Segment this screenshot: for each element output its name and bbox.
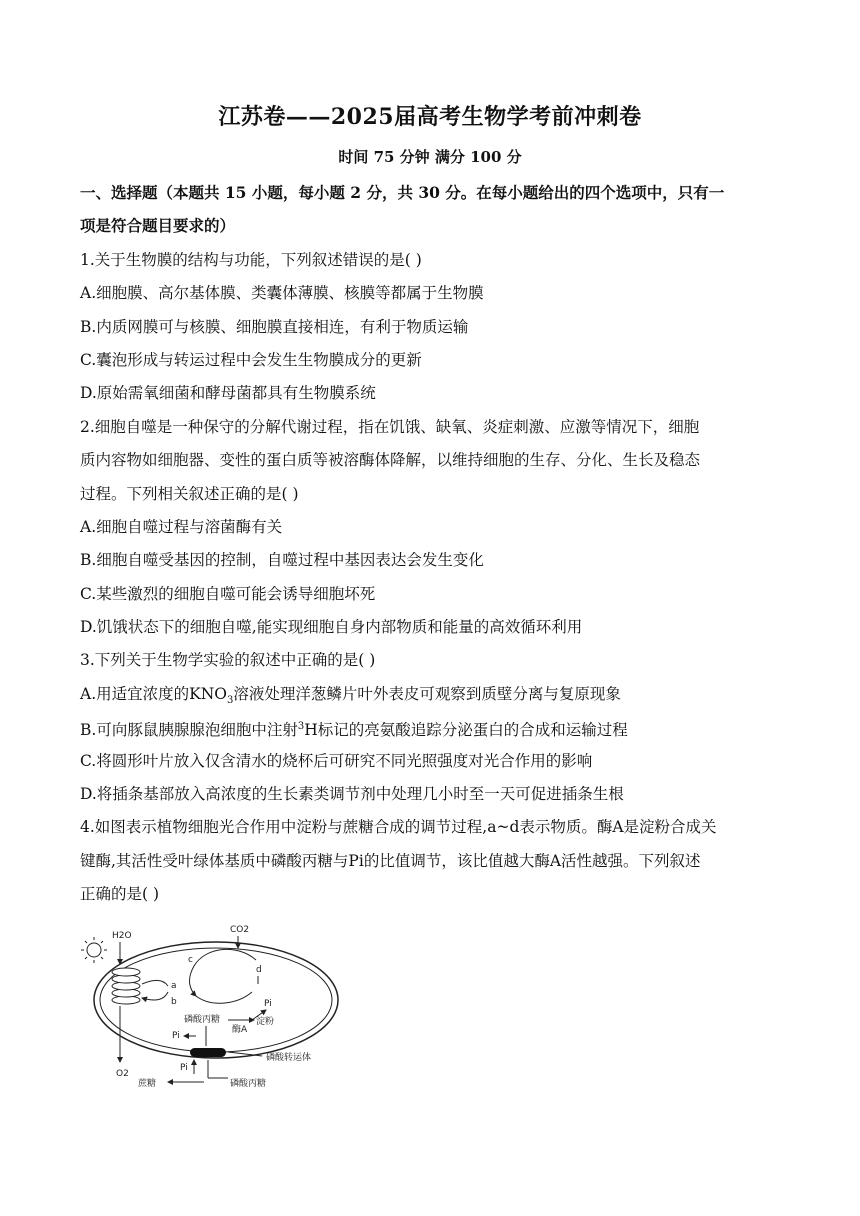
label-a: a xyxy=(171,981,177,991)
q2-option-a: A.细胞自噬过程与溶菌酶有关 xyxy=(80,517,283,536)
q3-option-a xyxy=(80,681,790,714)
q2-option-d: D.饥饿状态下的细胞自噬,能实现细胞自身内部物质和能量的高效循环利用 xyxy=(80,618,583,637)
label-phosphate-transporter: 磷酸转运体 xyxy=(266,1053,312,1063)
q3-a-post: 溶液处理洋葱鳞片叶外表皮可观察到质壁分离与复原现象 xyxy=(233,684,621,703)
label-pi-left: Pi xyxy=(172,1031,180,1041)
exam-title: 江苏卷——2025届高考生物学考前冲刺卷 xyxy=(218,104,642,130)
chloroplast-diagram-svg xyxy=(78,920,350,1090)
label-pi-bottom: Pi xyxy=(180,1063,188,1073)
label-enzyme-a: 酶A xyxy=(232,1025,248,1035)
q3-option-b xyxy=(80,714,790,747)
label-co2: CO2 xyxy=(230,925,250,935)
q3-b-post: H标记的亮氨酸追踪分泌蛋白的合成和运输过程 xyxy=(304,721,628,740)
q3-b-sup: 3 xyxy=(297,721,305,733)
label-b: b xyxy=(171,997,177,1007)
q3-a-pre: A.用适宜浓度的KNO xyxy=(80,684,227,703)
label-sucrose: 蔗糖 xyxy=(138,1079,157,1089)
section-heading-line1: 一、选择题（本题共 15 小题，每小题 2 分，共 30 分。在每小题给出的四个选项中，只有一 xyxy=(80,183,725,202)
chloroplast-diagram xyxy=(78,920,350,1090)
q1-stem: 1.关于生物膜的结构与功能，下列叙述错误的是( ) xyxy=(80,250,422,269)
q2-stem-line3: 过程。下列相关叙述正确的是( ) xyxy=(80,484,299,503)
q3-a-sub: 3 xyxy=(226,694,234,706)
label-starch: 淀粉 xyxy=(256,1017,275,1027)
q3-stem: 3.下列关于生物学实验的叙述中正确的是( ) xyxy=(80,651,376,670)
section-heading-line2: 项是符合题目要求的） xyxy=(80,216,236,236)
exam-subtitle: 时间 75 分钟 满分 100 分 xyxy=(338,148,522,166)
exam-content xyxy=(80,180,790,915)
q3-option-d: D.将插条基部放入高浓度的生长素类调节剂中处理几小时至一天可促进插条生根 xyxy=(80,785,624,804)
label-triose-phosphate-out: 磷酸丙糖 xyxy=(230,1079,267,1089)
label-triose-phosphate-in: 磷酸丙糖 xyxy=(184,1015,221,1025)
q2-stem-line1: 2.细胞自噬是一种保守的分解代谢过程，指在饥饿、缺氧、炎症刺激、应激等情况下，细胞 xyxy=(80,417,700,436)
q1-option-a: A.细胞膜、高尔基体膜、类囊体薄膜、核膜等都属于生物膜 xyxy=(80,284,484,303)
q2-option-b: B.细胞自噬受基因的控制，自噬过程中基因表达会发生变化 xyxy=(80,551,484,570)
grana-stack xyxy=(112,968,140,1004)
q4-stem-line2: 键酶,其活性受叶绿体基质中磷酸丙糖与Pi的比值调节，该比值越大酶A活性越强。下列叙述 xyxy=(80,851,701,870)
q1-option-c: C.囊泡形成与转运过程中会发生生物膜成分的更新 xyxy=(80,350,422,369)
q3-option-c: C.将圆形叶片放入仅含清水的烧杯后可研究不同光照强度对光合作用的影响 xyxy=(80,751,593,770)
q2-option-c: C.某些激烈的细胞自噬可能会诱导细胞坏死 xyxy=(80,584,376,603)
phosphate-transporter xyxy=(190,1048,226,1057)
label-c: c xyxy=(188,955,193,965)
label-d: d xyxy=(256,965,262,975)
label-pi-top: Pi xyxy=(264,999,272,1009)
q1-option-d: D.原始需氧细菌和酵母菌都具有生物膜系统 xyxy=(80,384,376,403)
label-h2o: H2O xyxy=(112,931,132,941)
q4-stem-line1: 4.如图表示植物细胞光合作用中淀粉与蔗糖合成的调节过程,a~d表示物质。酶A是淀粉合成关 xyxy=(80,818,717,837)
q1-option-b: B.内质网膜可与核膜、细胞膜直接相连，有利于物质运输 xyxy=(80,317,469,336)
q4-stem-line3: 正确的是( ) xyxy=(80,885,160,904)
sun-icon xyxy=(81,937,107,963)
label-o2: O2 xyxy=(116,1069,129,1079)
q3-b-pre: B.可向豚鼠胰腺腺泡细胞中注射 xyxy=(80,721,298,740)
q2-stem-line2: 质内容物如细胞器、变性的蛋白质等被溶酶体降解，以维持细胞的生存、分化、生长及稳态 xyxy=(80,451,701,470)
